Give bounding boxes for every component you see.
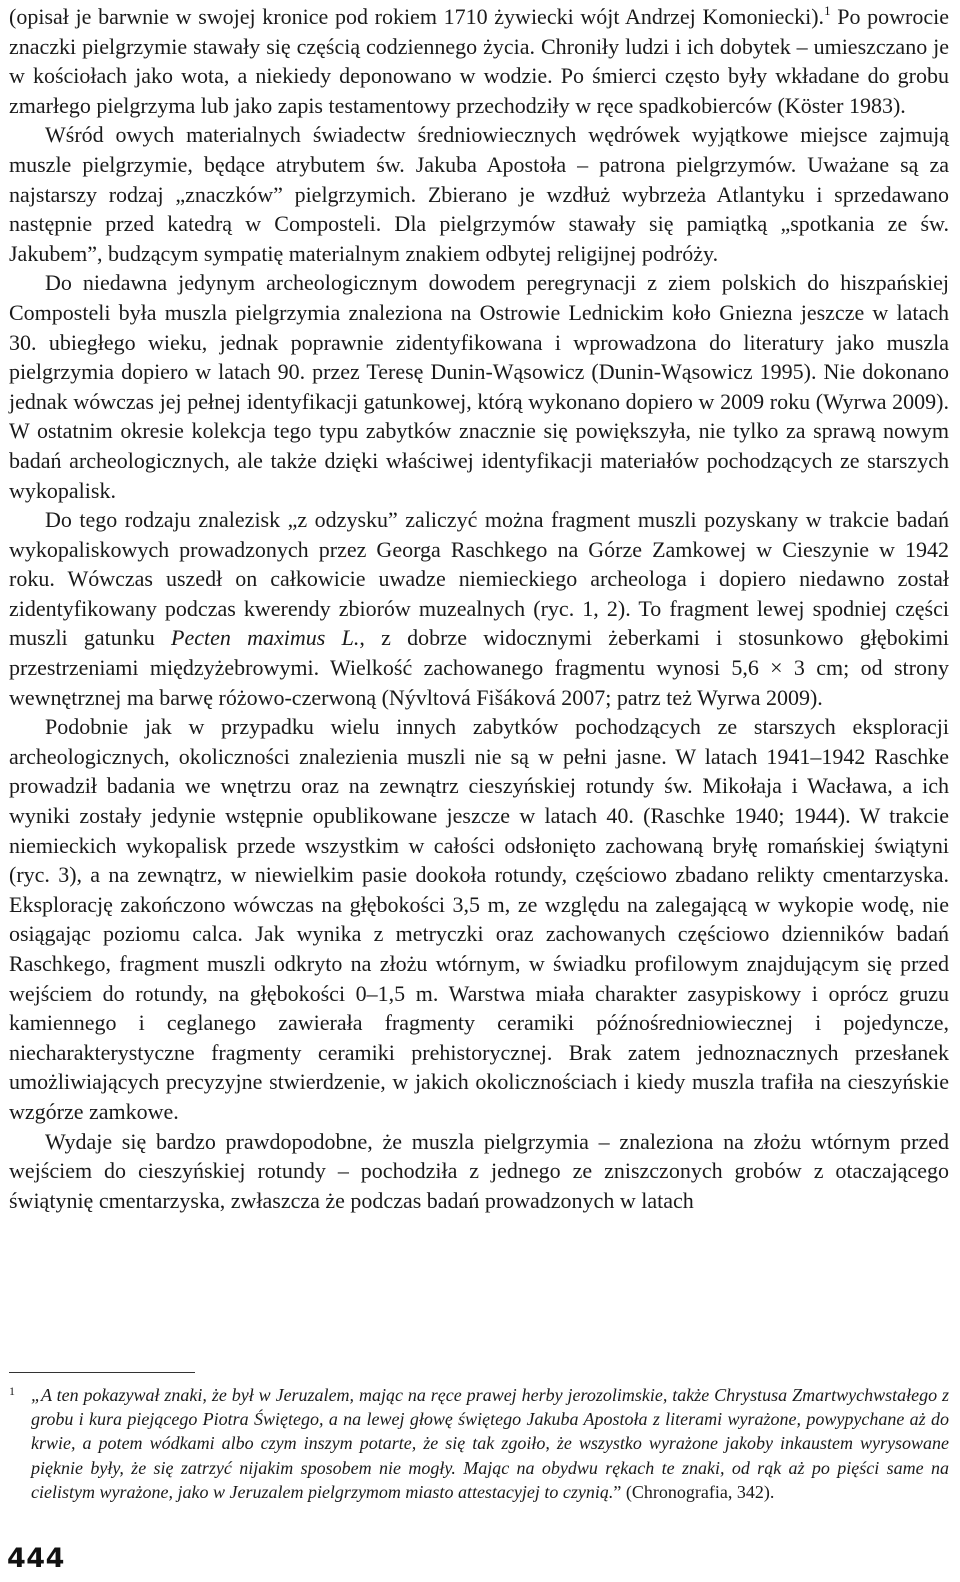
- page-content: [9, 2, 949, 1215]
- footnote-text: [31, 1383, 949, 1504]
- paragraph: [9, 505, 949, 712]
- text-run: Do tego rodzaju znalezisk „z odzysku” zaliczyć można fragment muszli pozyskany w trakcie badań wykopaliskowych prowadzonych przez Georga Raschkego na Górze Zamkowej w Cieszynie w 1942 roku. Wówczas uszedł on całkowicie uwadze niemieckiego archeologa i dopiero niedawno został zidentyfikowany podczas kwerendy zbiorów muzealnych (ryc. 1, 2). To fragment lewej spodniej części muszli gatunku: [9, 507, 949, 651]
- text-run: (opisał je barwnie w swojej kronice pod rokiem 1710 żywiecki wójt Andrzej Komoniecki).: [9, 4, 825, 29]
- footnote-reference: 1: [824, 3, 831, 18]
- italic-text: „A ten pokazywał znaki, że był w Jeruzalem, mając na ręce prawej herby jerozolimskie, także Chrystusa Zmartwychwstałego z grobu i kura piejącego Piotra Świętego, a na lewej głowę świętego Jakuba Apostoła z literami wyrażone, powypychane aż do krwie, a potem wódkami albo czym inszym potarte, że się tak zgoiło, że wszystko wyrażone jakoby inkaustem wyrysowane pięknie były, że się zatrzyć nijakim sposobem nie mogły. Mając na obydwu rękach te znaki, od rąk aż po pięści same na cielistym wyrażone, jako w Jeruzalem pielgrzymom miasto attestacyjej to czynią.: [31, 1385, 949, 1502]
- paragraph: [9, 268, 949, 505]
- page-number: 444: [7, 1543, 65, 1574]
- text-run: , z dobrze widocznymi żeberkami i stosunkowo głębokimi przestrzeniami międzyżebrowymi. Wielkość zachowanego fragmentu wynosi 5,6 × 3 cm; od strony wewnętrznej ma barwę różowo-czerwoną (Nývltová Fišáková 2007; patrz też Wyrwa 2009).: [9, 625, 950, 710]
- paragraph: [9, 1127, 949, 1216]
- text-run: ” (Chronografia, 342).: [613, 1481, 775, 1502]
- paragraph: [9, 712, 949, 1126]
- footnote: [9, 1383, 949, 1504]
- paragraph: [9, 120, 949, 268]
- text-run: Wydaje się bardzo prawdopodobne, że muszla pielgrzymia – znaleziona na złożu wtórnym przed wejściem do cieszyńskiej rotundy – pochodziła z jednego ze zniszczonych grobów z otaczającego świątynię cmentarzyska, zwłaszcza że podczas badań prowadzonych w latach: [9, 1128, 949, 1213]
- body-text: [9, 2, 949, 1215]
- text-run: Podobnie jak w przypadku wielu innych zabytków pochodzących ze starszych eksploracji archeologicznych, okoliczności znalezienia muszli nie są w pełni jasne. W latach 1941–1942 Raschke prowadził badania we wnętrzu oraz na zewnątrz cieszyńskiej rotundy św. Mikołaja i Wacława, a ich wyniki zostały jedynie wstępnie opublikowane jeszcze w latach 40. (Raschke 1940; 1944). W trakcie niemieckich wykopalisk przede wszystkim w całości odsłonięto zachowaną bryłę romańskiej świątyni (ryc. 3), a na zewnątrz, w niewielkim pasie dookoła rotundy, częściowo zbadano relikty cmentarzyska. Eksplorację zakończono wówczas na głębokości 3,5 m, ze względu na zalegającą w wykopie wodę, nie osiągając poziomu calca. Jak wynika z metryczki oraz zachowanych częściowo dzienników badań Raschkego, fragment muszli odkryto na złożu wtórnym, w świadku profilowym znajdującym się przed wejściem do rotundy, na głębokości 0–1,5 m. Warstwa miała charakter zasypiskowy i oprócz gruzu kamiennego i ceglanego zawierała fragmenty ceramiki późnośredniowiecznej i pojedyncze, niecharakterystyczne fragmenty ceramiki prehistorycznej. Brak zatem jednoznacznych przesłanek umożliwiających precyzyjne stwierdzenie, w jakich okolicznościach i kiedy muszla trafiła na cieszyńskie wzgórze zamkowe.: [9, 714, 949, 1124]
- footnote-separator: [9, 1372, 195, 1373]
- text-run: Do niedawna jedynym archeologicznym dowodem peregrynacji z ziem polskich do hiszpańskiej Composteli była muszla pielgrzymia znaleziona na Ostrowie Lednickim koło Gniezna jeszcze w latach 30. ubiegłego wieku, jednak poprawnie zidentyfikowana i wprowadzona do literatury jako muszla pielgrzymia dopiero w latach 90. przez Teresę Dunin-Wąsowicz (Dunin-Wąsowicz 1995). Nie dokonano jednak wówczas jej pełnej identyfikacji gatunkowej, którą wykonano dopiero w 2009 roku (Wyrwa 2009). W ostatnim okresie kolekcja tego typu zabytków znacznie się powiększyła, nie tylko za sprawą nowym badań archeologicznych, ale także dzięki właściwej identyfikacji materiałów pochodzących ze starszych wykopalisk.: [9, 270, 949, 503]
- text-run: Po powrocie znaczki pielgrzymie stawały się częścią codziennego życia. Chroniły ludzi i ich dobytek – umieszczano je w kościołach jako wota, a niekiedy deponowano w wodzie. Po śmierci często były wkładane do grobu zmarłego pielgrzyma lub jako zapis testamentowy przechodziły w ręce spadkobierców (Köster 1983).: [9, 4, 950, 118]
- paragraph: [9, 2, 949, 120]
- text-run: Wśród owych materialnych świadectw średniowiecznych wędrówek wyjątkowe miejsce zajmują muszle pielgrzymie, będące atrybutem św. Jakuba Apostoła – patrona pielgrzymów. Uważane są za najstarszy rodzaj „znaczków” pielgrzymich. Zbierano je wzdłuż wybrzeża Atlantyku i sprzedawano następnie przed katedrą w Composteli. Dla pielgrzymów stawały się pamiątką „spotkania ze św. Jakubem”, budzącym sympatię materialnym znakiem odbytej religijnej podróży.: [9, 122, 949, 266]
- footnote-mark: 1: [9, 1384, 15, 1398]
- italic-text: Pecten maximus L.: [171, 625, 360, 651]
